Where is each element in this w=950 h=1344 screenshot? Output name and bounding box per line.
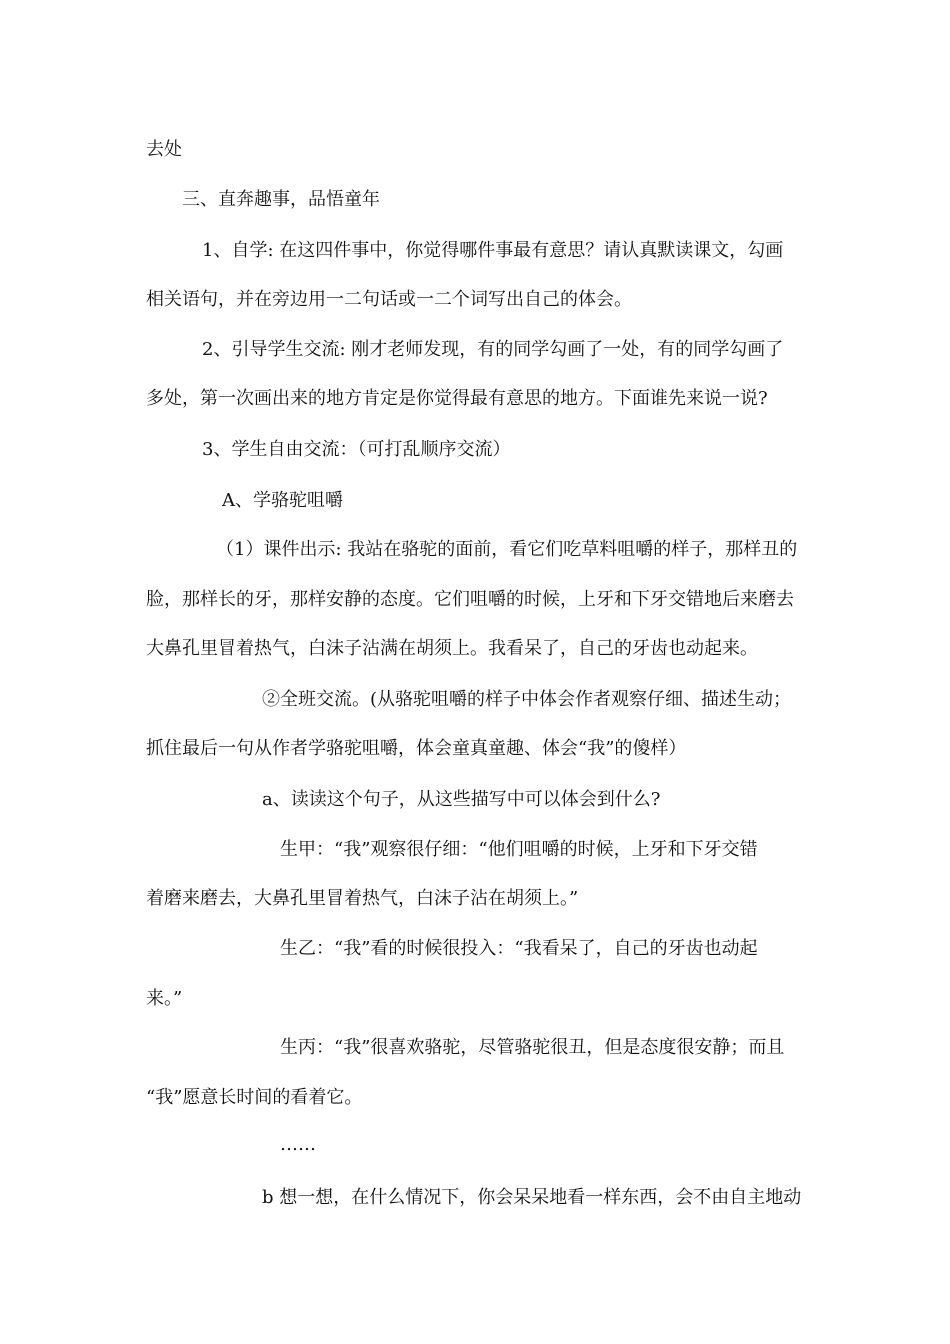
text-line: 2、引导学生交流: 刚才老师发现，有的同学勾画了一处，有的同学勾画了 — [202, 339, 784, 360]
text-line: 生乙：“我”看的时候很投入：“我看呆了，自己的牙齿也动起 — [280, 938, 758, 959]
text-line: 脸，那样长的牙，那样安静的态度。它们咀嚼的时候，上牙和下牙交错地后来磨去 — [146, 589, 794, 610]
text-line: 多处，第一次画出来的地方肯定是你觉得最有意思的地方。下面谁先来说一说? — [146, 388, 768, 409]
text-line: b 想一想，在什么情况下，你会呆呆地看一样东西，会不由自主地动 — [262, 1187, 802, 1208]
text-line: 去处 — [146, 139, 182, 160]
text-line: 着磨来磨去，大鼻孔里冒着热气，白沫子沾在胡须上。” — [146, 888, 579, 909]
text-line: 生丙：“我”很喜欢骆驼，尽管骆驼很丑，但是态度很安静；而且 — [280, 1037, 785, 1058]
text-line: （1）课件出示: 我站在骆驼的面前，看它们吃草料咀嚼的样子，那样丑的 — [216, 539, 798, 560]
text-line: 生甲：“我”观察很仔细：“他们咀嚼的时候，上牙和下牙交错 — [280, 839, 758, 860]
text-line: 1、自学: 在这四件事中，你觉得哪件事最有意思？请认真默读课文，勾画 — [202, 240, 784, 261]
text-line: ②全班交流。(从骆驼咀嚼的样子中体会作者观察仔细、描述生动； — [262, 689, 792, 710]
section-heading: 三、直奔趣事，品悟童年 — [182, 189, 380, 210]
text-line: 抓住最后一句从作者学骆驼咀嚼，体会童真童趣、体会“我”的傻样） — [146, 738, 687, 759]
ellipsis: …… — [280, 1134, 316, 1155]
text-line: “我”愿意长时间的看着它。 — [146, 1087, 363, 1108]
text-line: 相关语句，并在旁边用一二句话或一二个词写出自己的体会。 — [146, 289, 632, 310]
text-line: 3、学生自由交流：（可打乱顺序交流） — [202, 439, 511, 460]
text-line: 来。” — [146, 988, 183, 1009]
text-line: 大鼻孔里冒着热气，白沫子沾满在胡须上。我看呆了，自己的牙齿也动起来。 — [146, 638, 758, 659]
text-line: a、读读这个句子，从这些描写中可以体会到什么? — [262, 789, 661, 810]
subsection-heading: A、学骆驼咀嚼 — [222, 490, 343, 511]
